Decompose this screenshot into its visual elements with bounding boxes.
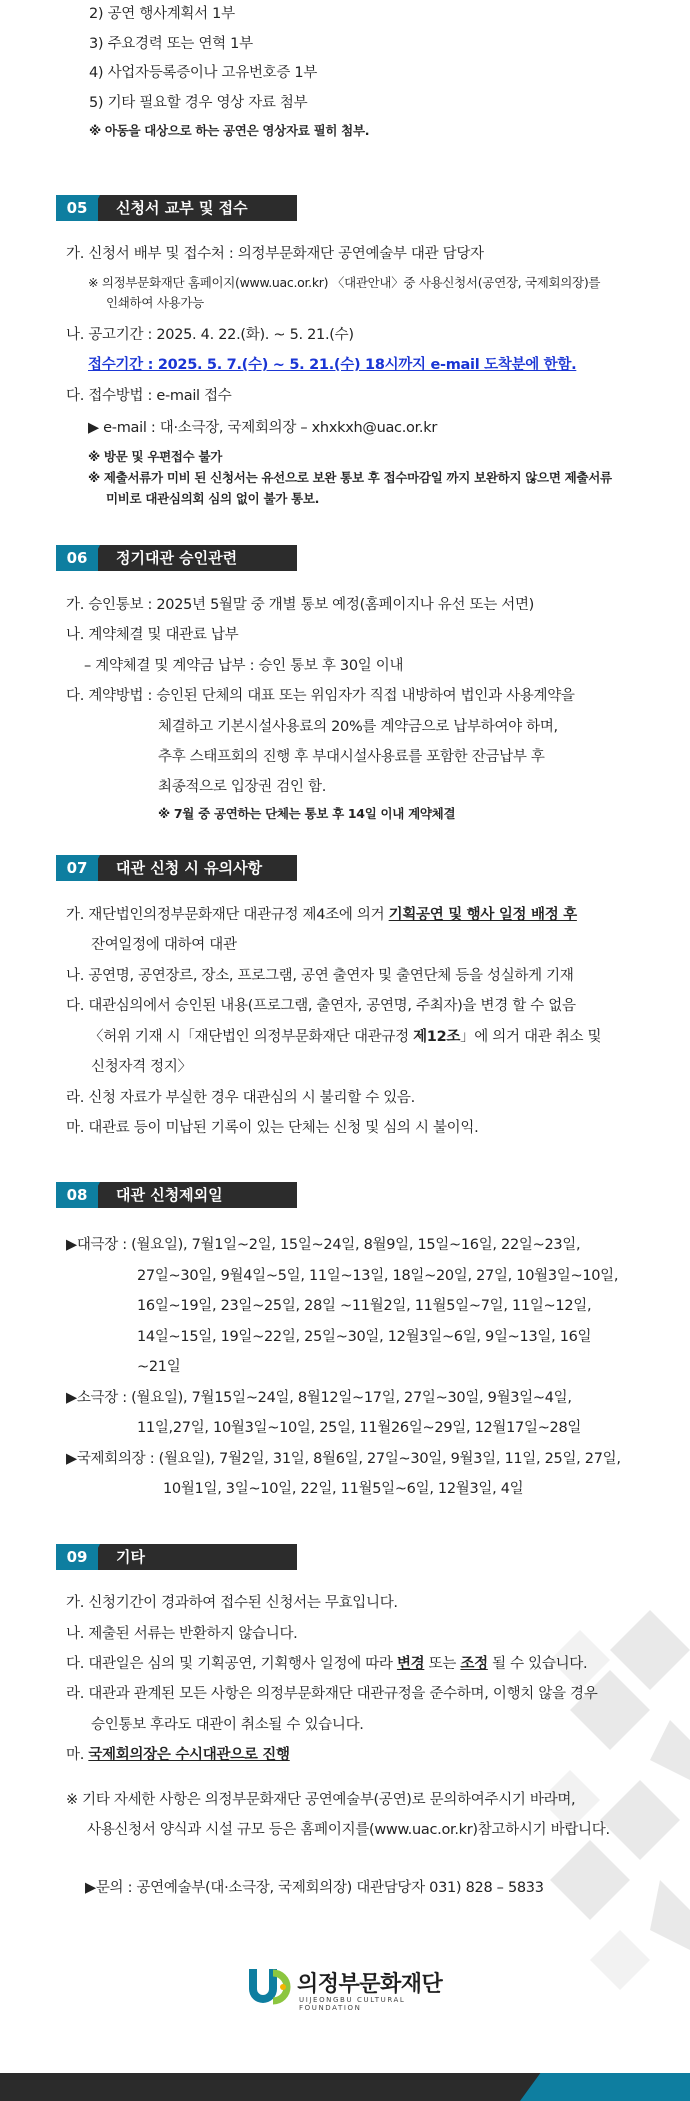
s05-note-docs-cont: 미비로 대관심의회 심의 없이 불가 통보.: [106, 491, 320, 506]
s06-item-b-sub: – 계약체결 및 계약금 납부 : 승인 통보 후 30일 이내: [84, 658, 404, 674]
logo-name: 의정부문화재단: [297, 1972, 443, 1997]
grand-hall-dates-4: 14일~15일, 19일~22일, 25일~30일, 12월3일~6일, 9일~13일, 16일: [137, 1329, 592, 1345]
doc-item-5: 5) 기타 필요할 경우 영상 자료 첨부: [89, 95, 308, 111]
section-header-09: [56, 1544, 297, 1570]
section-header-07: [56, 855, 297, 881]
conference-hall-dates-2: 10월1일, 3일~10일, 22일, 11월5일~6일, 12월3일, 4일: [163, 1481, 524, 1497]
contact-email: ▶ e-mail : 대·소극장, 국제회의장 – xhxkxh@uac.or.kr: [88, 420, 437, 436]
s06-item-b: 나. 계약체결 및 대관료 납부: [66, 627, 239, 643]
receipt-period: 접수기간 : 2025. 5. 7.(수) ~ 5. 21.(수) 18시까지 e-mail 도착분에 한함.: [88, 357, 577, 373]
section-number: 08: [56, 1182, 98, 1208]
grand-hall-dates-2: 27일~30일, 9월4일~5일, 11일~13일, 18일~20일, 27일, 10월3일~10일,: [137, 1268, 619, 1284]
s09-note: ※ 기타 자세한 사항은 의정부문화재단 공연예술부(공연)로 문의하여주시기 바라며,: [66, 1792, 576, 1808]
s06-note: ※ 7월 중 공연하는 단체는 통보 후 14일 이내 계약체결: [158, 806, 456, 821]
section-number: 05: [56, 195, 98, 221]
s05-item-c: 다. 접수방법 : e-mail 접수: [66, 388, 232, 404]
section-title: 기타: [92, 1544, 297, 1570]
grand-hall-dates-3: 16일~19일, 23일~25일, 28일 ~11월2일, 11월5일~7일, 11일~12일,: [137, 1298, 592, 1314]
foundation-logo: [247, 1967, 447, 2011]
s07-item-a: 가. 재단법인의정부문화재단 대관규정 제4조에 의거 기획공연 및 행사 일정 배정 후: [66, 907, 577, 923]
s06-item-c-4: 최종적으로 입장권 검인 함.: [158, 779, 327, 795]
s06-item-c: 다. 계약방법 : 승인된 단체의 대표 또는 위임자가 직접 내방하여 법인과 사용계약을: [66, 688, 575, 704]
s07-item-c-2: 〈허위 기재 시「재단법인 의정부문화재단 대관규정 제12조」에 의거 대관 취소 및: [89, 1029, 602, 1045]
s07-item-d: 라. 신청 자료가 부실한 경우 대관심의 시 불리할 수 있음.: [66, 1090, 415, 1106]
s07-item-e: 마. 대관료 등이 미납된 기록이 있는 단체는 신청 및 심의 시 불이익.: [66, 1120, 479, 1136]
section-number: 07: [56, 855, 98, 881]
s07-item-c: 다. 대관심의에서 승인된 내용(프로그램, 출연자, 공연명, 주최자)을 변경 할 수 없음: [66, 998, 576, 1014]
section-number: 09: [56, 1544, 98, 1570]
s09-note-cont: 사용신청서 양식과 시설 규모 등은 홈페이지를(www.uac.or.kr)참고하시기 바랍니다.: [87, 1822, 610, 1838]
s05-note-visit: ※ 방문 및 우편접수 불가: [88, 449, 223, 464]
s05-item-a: 가. 신청서 배부 및 접수처 : 의정부문화재단 공연예술부 대관 담당자: [66, 246, 484, 262]
small-hall-dates: ▶소극장 : (월요일), 7월15일~24일, 8월12일~17일, 27일~30일, 9월3일~4일,: [66, 1390, 572, 1406]
video-note: ※ 아동을 대상으로 하는 공연은 영상자료 필히 첨부.: [89, 123, 370, 138]
s05-note-cont: 인쇄하여 사용가능: [106, 295, 204, 310]
section-number: 06: [56, 545, 98, 571]
s05-item-b: 나. 공고기간 : 2025. 4. 22.(화). ~ 5. 21.(수): [66, 327, 354, 343]
s07-item-c-3: 신청자격 정지〉: [91, 1059, 192, 1075]
logo-subtitle: UIJEONGBU CULTURAL FOUNDATION: [299, 1996, 406, 2012]
s06-item-c-3: 추후 스태프회의 진행 후 부대시설사용료를 포함한 잔금납부 후: [158, 749, 545, 765]
section-title: 신청서 교부 및 접수: [92, 195, 297, 221]
section-header-05: [56, 195, 297, 221]
inquiry-contact: ▶문의 : 공연예술부(대·소극장, 국제회의장) 대관담당자 031) 828 – 5833: [85, 1880, 544, 1896]
section-title: 정기대관 승인관련: [92, 545, 297, 571]
section-header-06: [56, 545, 297, 571]
s05-note: ※ 의정부문화재단 홈페이지(www.uac.or.kr) 〈대관안내〉중 사용신청서(공연장, 국제회의장)를: [88, 275, 601, 290]
s09-item-a: 가. 신청기간이 경과하여 접수된 신청서는 무효입니다.: [66, 1595, 398, 1611]
footer-accent: [520, 2073, 690, 2101]
section-title: 대관 신청 시 유의사항: [92, 855, 297, 881]
doc-item-4: 4) 사업자등록증이나 고유번호증 1부: [89, 65, 318, 81]
section-title: 대관 신청제외일: [92, 1182, 297, 1208]
s05-note-docs: ※ 제출서류가 미비 된 신청서는 유선으로 보완 통보 후 접수마감일 까지 보완하지 않으면 제출서류: [88, 470, 612, 485]
s07-item-b: 나. 공연명, 공연장르, 장소, 프로그램, 공연 출연자 및 출연단체 등을 성실하게 기재: [66, 968, 574, 984]
section-header-08: [56, 1182, 297, 1208]
conference-hall-dates: ▶국제회의장 : (월요일), 7월2일, 31일, 8월6일, 27일~30일, 9월3일, 11일, 25일, 27일,: [66, 1451, 621, 1467]
logo-mark-icon: [247, 1967, 293, 2007]
s09-item-d-cont: 승인통보 후라도 대관이 취소될 수 있습니다.: [91, 1717, 364, 1733]
small-hall-dates-2: 11일,27일, 10월3일~10일, 25일, 11월26일~29일, 12월17일~28일: [137, 1420, 582, 1436]
s09-item-d: 라. 대관과 관계된 모든 사항은 의정부문화재단 대관규정을 준수하며, 이행치 않을 경우: [66, 1686, 598, 1702]
s07-item-a-cont: 잔여일정에 대하여 대관: [91, 937, 237, 953]
s09-item-b: 나. 제출된 서류는 반환하지 않습니다.: [66, 1626, 298, 1642]
doc-item-3: 3) 주요경력 또는 연혁 1부: [89, 36, 253, 52]
s06-item-c-2: 체결하고 기본시설사용료의 20%를 계약금으로 납부하여야 하며,: [158, 719, 558, 735]
s09-item-e: 마. 국제회의장은 수시대관으로 진행: [66, 1747, 290, 1763]
s09-item-c: 다. 대관일은 심의 및 기획공연, 기획행사 일정에 따라 변경 또는 조정 될 수 있습니다.: [66, 1656, 588, 1672]
grand-hall-dates-5: ~21일: [137, 1359, 181, 1375]
grand-hall-dates: ▶대극장 : (월요일), 7월1일~2일, 15일~24일, 8월9일, 15일~16일, 22일~23일,: [66, 1237, 581, 1253]
doc-item-2: 2) 공연 행사계획서 1부: [89, 6, 235, 22]
s06-item-a: 가. 승인통보 : 2025년 5월말 중 개별 통보 예정(홈페이지나 유선 또는 서면): [66, 597, 535, 613]
